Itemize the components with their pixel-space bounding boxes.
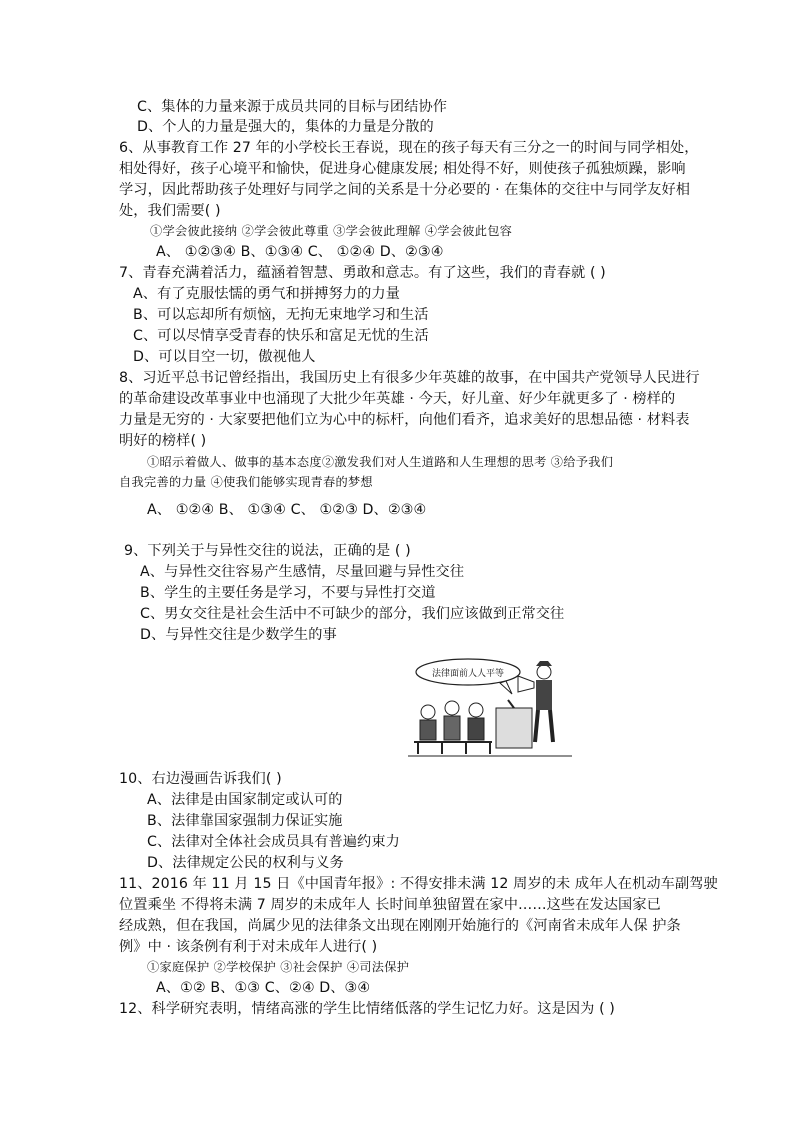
q7-option-d: D、可以目空一切，傲视他人 (133, 349, 316, 365)
cartoon-speech-text: 法律面前人人平等 (431, 669, 505, 679)
q10-option-d: D、法律规定公民的权利与义务 (147, 855, 344, 871)
q9-option-c: C、男女交往是社会生活中不可缺少的部分，我们应该做到正常交往 (140, 606, 565, 622)
q6-stem-line-2: 相处得好，孩子心境平和愉快，促进身心健康发展; 相处得不好，则使孩子孤独烦躁，影响 (119, 161, 686, 177)
q7-stem: 7、青春充满着活力，蕴涵着智慧、勇敢和意志。有了这些，我们的青春就 ( ) (119, 265, 606, 281)
q11-stem-line-2: 位置乘坐 不得将未满 7 周岁的未成年人 长时间单独留置在家中……这些在发达国家已 (119, 897, 661, 913)
q11-stem-line-1: 11、2016 年 11 月 15 日《中国青年报》: 不得安排未满 12 周岁的未 成年人在机动车副驾驶 (119, 876, 718, 892)
q12-stem: 12、科学研究表明，情绪高涨的学生比情绪低落的学生记忆力好。这是因为 ( ) (119, 1001, 615, 1017)
q8-stem-line-4: 明好的榜样( ) (119, 433, 207, 449)
q6-stem-line-3: 学习，因此帮助孩子处理好与同学之间的关系是十分必要的 · 在集体的交往中与同学友好相 (119, 182, 691, 198)
q6-stem-line-4: 处，我们需要( ) (119, 203, 221, 219)
q6-statements: ①学会彼此接纳 ②学会彼此尊重 ③学会彼此理解 ④学会彼此包容 (150, 224, 513, 238)
q10-stem: 10、右边漫画告诉我们( ) (119, 771, 282, 787)
q5-option-c: C、集体的力量来源于成员共同的目标与团结协作 (137, 99, 448, 115)
q11-statements: ①家庭保护 ②学校保护 ③社会保护 ④司法保护 (147, 960, 410, 974)
q8-statements-line-2: 自我完善的力量 ④使我们能够实现青春的梦想 (119, 475, 373, 489)
q10-option-a: A、法律是由国家制定或认可的 (147, 792, 343, 808)
q8-stem-line-1: 8、习近平总书记曾经指出，我国历史上有很多少年英雄的故事，在中国共产党领导人民进行 (119, 370, 700, 386)
q7-option-c: C、可以尽情享受青春的快乐和富足无忧的生活 (133, 328, 429, 344)
q9-option-d: D、与异性交往是少数学生的事 (140, 627, 337, 643)
q8-choices: A、 ①②④ B、 ①③④ C、 ①②③ D、②③④ (147, 502, 427, 518)
q8-stem-line-3: 力量是无穷的 · 大家要把他们立为心中的标杆，向他们看齐，追求美好的思想品德 · 材料表 (119, 412, 690, 428)
q6-stem-line-1: 6、从事教育工作 27 年的小学校长王春说，现在的孩子每天有三分之一的时间与同学相处， (119, 140, 699, 156)
q8-statements-line-1: ①昭示着做人、做事的基本态度②激发我们对人生道路和人生理想的思考 ③给予我们 (147, 455, 614, 469)
q7-option-b: B、可以忘却所有烦恼，无拘无束地学习和生活 (133, 307, 429, 323)
q9-option-b: B、学生的主要任务是学习，不要与异性打交道 (140, 585, 436, 601)
q8-stem-line-2: 的革命建设改革事业中也涌现了大批少年英雄 · 今天，好儿童、好少年就更多了 · 榜样的 (119, 391, 676, 407)
q5-option-d: D、个人的力量是强大的，集体的力量是分散的 (137, 119, 434, 135)
q6-choices: A、 ①②③④ B、①③④ C、 ①②④ D、②③④ (156, 244, 444, 260)
q11-choices: A、①② B、①③ C、②④ D、③④ (156, 980, 371, 996)
law-cartoon-illustration (408, 650, 572, 760)
q9-stem: 9、下列关于与异性交往的说法，正确的是 ( ) (124, 543, 411, 559)
q9-option-a: A、与异性交往容易产生感情，尽量回避与异性交往 (140, 564, 465, 580)
q11-stem-line-4: 例》中 · 该条例有利于对未成年人进行( ) (119, 939, 378, 955)
q10-option-c: C、法律对全体社会成员具有普遍约束力 (147, 834, 400, 850)
q11-stem-line-3: 经成熟，但在我国，尚属少见的法律条文出现在刚刚开始施行的《河南省未成年人保 护条 (119, 918, 681, 934)
q10-option-b: B、法律靠国家强制力保证实施 (147, 813, 343, 829)
q7-option-a: A、有了克服怯懦的勇气和拼搏努力的力量 (133, 286, 400, 302)
